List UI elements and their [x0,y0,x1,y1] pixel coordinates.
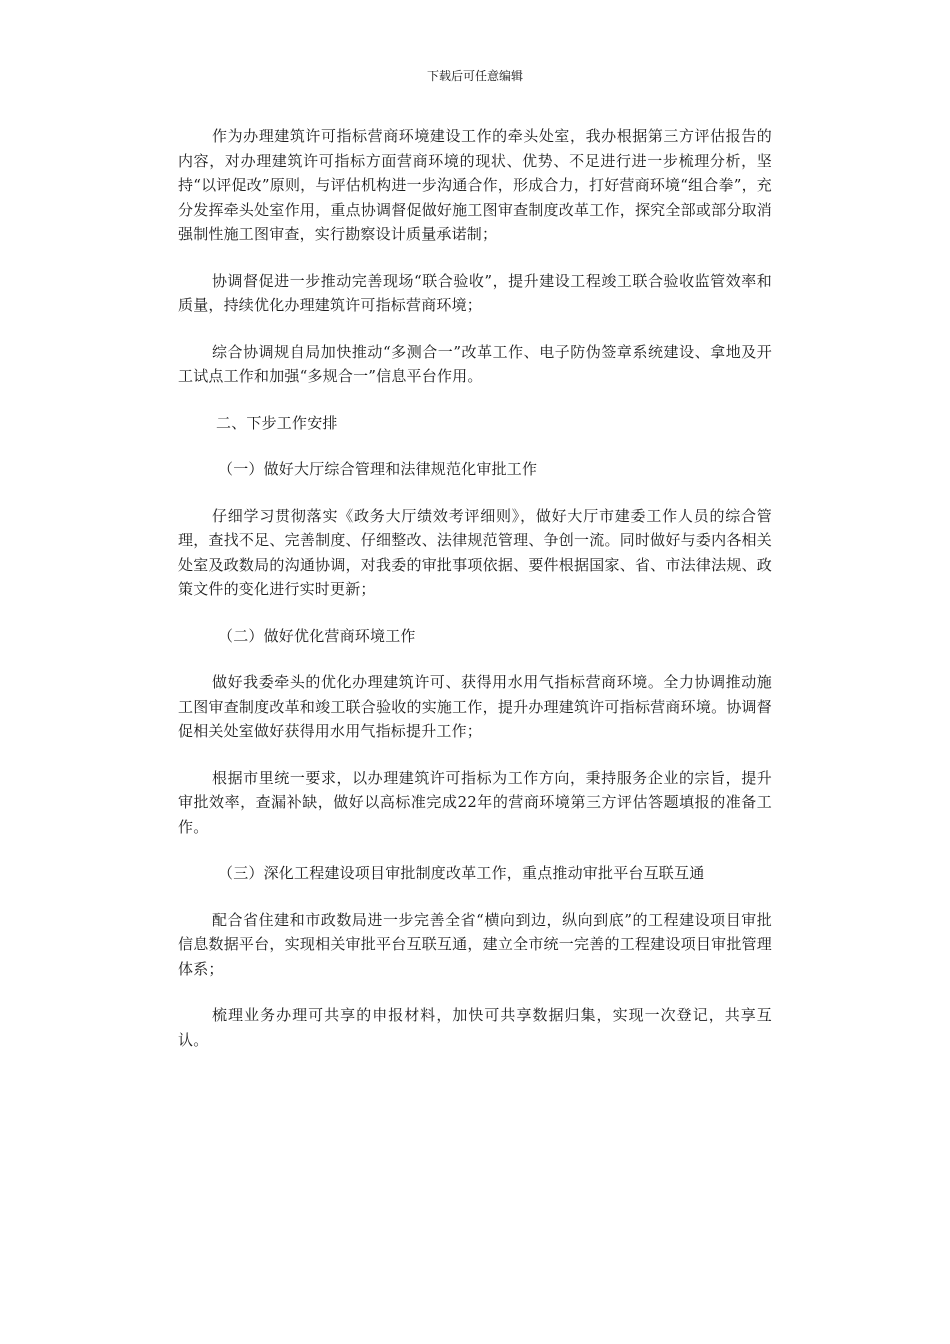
paragraph-shared-materials: 梳理业务办理可共享的申报材料，加快可共享数据归集，实现一次登记，共享互认。 [178,1006,772,1049]
subheading-business-environment: （二）做好优化营商环境工作 [218,626,416,645]
page-header: 下载后可任意编辑 [426,69,523,83]
document-body [178,124,772,1074]
paragraph-joint-acceptance: 协调督促进一步推动完善现场“联合验收”，提升建设工程竣工联合验收监管效率和质量，持续优化办理建筑许可指标营商环境； [178,271,772,314]
paragraph-city-requirements: 根据市里统一要求，以办理建筑许可指标为工作方向，秉持服务企业的宗旨，提升审批效率，查漏补缺，做好以高标准完成22年的营商环境第三方评估答题填报的准备工作。 [178,768,772,836]
paragraph-lead-office: 作为办理建筑许可指标营商环境建设工作的牵头处室，我办根据第三方评估报告的内容，对办理建筑许可指标方面营商环境的现状、优势、不足进行进一步梳理分析，坚持“以评促改”原则，与评估机构进一步沟通合作，形成合力，打好营商环境“组合拳”，充分发挥牵头处室作用，重点协调督促做好施工图审查制度改革工作，探究全部或部分取消强制性施工图审查，实行勘察设计质量承诺制； [178,127,772,243]
subheading-hall-management: （一）做好大厅综合管理和法律规范化审批工作 [218,460,538,478]
paragraph-business-environment: 做好我委牵头的优化办理建筑许可、获得用水用气指标营商环境。全力协调推动施工图审查制度改革和竣工联合验收的实施工作，提升办理建筑许可指标营商环境。协调督促相关处室做好获得用水用气指标提升工作； [178,673,772,740]
paragraph-multi-survey: 综合协调规自局加快推动“多测合一”改革工作、电子防伪签章系统建设、拿地及开工试点工作和加强“多规合一”信息平台作用。 [178,342,772,385]
section-heading-next-steps: 二、下步工作安排 [216,413,338,432]
subheading-approval-reform: （三）深化工程建设项目审批制度改革工作，重点推动审批平台互联互通 [218,864,705,882]
paragraph-approval-platform: 配合省住建和市政数局进一步完善全省“横向到边，纵向到底”的工程建设项目审批信息数据平台，实现相关审批平台互联互通，建立全市统一完善的工程建设项目审批管理体系； [178,910,772,978]
paragraph-hall-management: 仔细学习贯彻落实《政务大厅绩效考评细则》，做好大厅市建委工作人员的综合管理，查找不足、完善制度、仔细整改、法律规范管理、争创一流。同时做好与委内各相关处室及政数局的沟通协调，对我委的审批事项依据、要件根据国家、省、市法律法规、政策文件的变化进行实时更新； [178,506,772,598]
